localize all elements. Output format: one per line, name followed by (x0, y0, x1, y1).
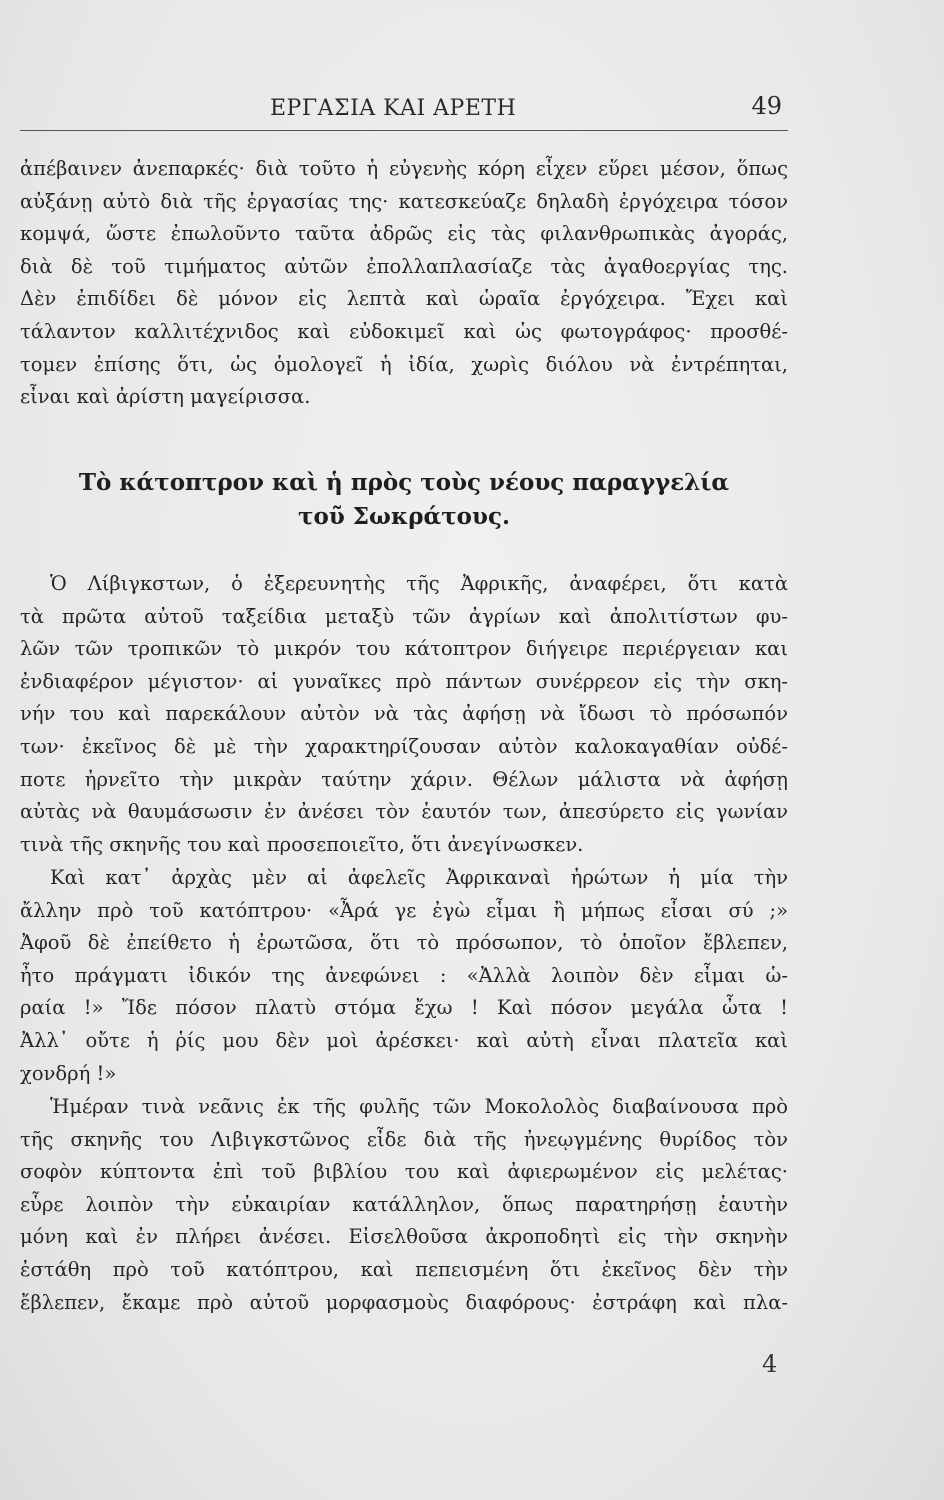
text-line: Ἀλλ᾽ οὔτε ἡ ῥίς μου δὲν μοὶ ἀρέσκει· καὶ αὐτὴ εἶναι πλατεῖα καὶ (20, 1028, 788, 1052)
page-header (20, 92, 788, 131)
text-line: Ἀφοῦ δὲ ἐπείθετο ἡ ἐρωτῶσα, ὅτι τὸ πρόσωπον, τὸ ὁποῖον ἔβλεπεν, (20, 931, 788, 955)
text-line: Δὲν ἐπιδίδει δὲ μόνον εἰς λεπτὰ καὶ ὡραῖα ἐργόχειρα. Ἔχει καὶ (20, 287, 788, 311)
text-line: τινὰ τῆς σκηνῆς του καὶ προσεποιεῖτο, ὅτι ἀνεγίνωσκεν. (20, 832, 584, 856)
text-line: ἔβλεπεν, ἔκαμε πρὸ αὐτοῦ μορφασμοὺς διαφόρους· ἐστράφη καὶ πλα- (20, 1290, 788, 1314)
text-line: Ἡμέραν τινὰ νεᾶνις ἐκ τῆς φυλῆς τῶν Μοκολολὸς διαβαίνουσα πρὸ (50, 1095, 788, 1118)
text-line: εἶναι καὶ ἀρίστη μαγείρισσα. (20, 385, 311, 409)
signature-mark: 4 (762, 1350, 778, 1378)
text-line: αὐτὰς νὰ θαυμάσωσιν ἐν ἀνέσει τὸν ἑαυτόν των, ἀπεσύρετο εἰς γωνίαν (20, 800, 788, 824)
paragraph-1 (20, 153, 788, 414)
text-line: των· ἐκεῖνος δὲ μὲ τὴν χαρακτηρίζουσαν αὐτὸν καλοκαγαθίαν οὐδέ- (20, 734, 788, 758)
text-line: ἄλλην πρὸ τοῦ κατόπτρου· «Ἆρά γε ἐγὼ εἶμαι ἢ μήπως εἶσαι σύ ;» (20, 898, 788, 922)
text-line: χονδρή !» (20, 1061, 117, 1085)
text-line: ποτε ἠρνεῖτο τὴν μικρὰν ταύτην χάριν. Θέλων μάλιστα νὰ ἀφήσῃ (20, 767, 788, 791)
text-line: τὰ πρῶτα αὐτοῦ ταξείδια μεταξὺ τῶν ἀγρίων καὶ ἀπολιτίστων φυ- (20, 604, 788, 628)
text-line: ἦτο πράγματι ἰδικόν της ἀνεφώνει : «Ἀλλὰ λοιπὸν δὲν εἶμαι ὡ- (20, 963, 788, 987)
text-line: κομψά, ὥστε ἐπωλοῦντο ταῦτα ἀδρῶς εἰς τὰς φιλανθρωπικὰς ἀγοράς, (20, 222, 788, 246)
text-line: μόνη καὶ ἐν πλήρει ἀνέσει. Εἰσελθοῦσα ἀκροποδητὶ εἰς τὴν σκηνὴν (20, 1225, 788, 1249)
paragraph-4 (20, 1091, 788, 1319)
text-line: τάλαντον καλλιτέχνιδος καὶ εὐδοκιμεῖ καὶ ὡς φωτογράφος· προσθέ- (20, 319, 788, 343)
text-line: Καὶ κατ᾽ ἀρχὰς μὲν αἱ ἀφελεῖς Ἀφρικαναὶ ἠρώτων ἡ μία τὴν (50, 866, 788, 889)
section-title-line-2: τοῦ Σωκράτους. (298, 503, 510, 530)
text-line: ἀπέβαινεν ἀνεπαρκές· διὰ τοῦτο ἡ εὐγενὴς κόρη εἶχεν εὕρει μέσον, ὅπως (20, 157, 788, 180)
running-title: ΕΡΓΑΣΙΑ ΚΑΙ ΑΡΕΤΗ (270, 96, 517, 121)
text-line: λῶν τῶν τροπικῶν τὸ μικρόν του κάτοπτρον διήγειρε περιέργειαν και (20, 637, 788, 661)
text-line: σοφὸν κύπτοντα ἐπὶ τοῦ βιβλίου του καὶ ἀφιερωμένον εἰς μελέτας· (20, 1160, 788, 1184)
text-line: νήν του καὶ παρεκάλουν αὐτὸν νὰ τὰς ἀφήσῃ νὰ ἴδωσι τὸ πρόσωπόν (20, 702, 788, 726)
section-title (20, 466, 788, 534)
text-line: τομεν ἐπίσης ὅτι, ὡς ὁμολογεῖ ἡ ἰδία, χωρὶς διόλου νὰ ἐντρέπηται, (20, 352, 788, 376)
paragraph-2 (20, 568, 788, 861)
text-line: ραία !» Ἴδε πόσον πλατὺ στόμα ἔχω ! Καὶ πόσον μεγάλα ὦτα ! (20, 996, 788, 1020)
page-number: 49 (751, 92, 782, 120)
text-line: ἐστάθη πρὸ τοῦ κατόπτρου, καὶ πεπεισμένη ὅτι ἐκεῖνος δὲν τὴν (20, 1257, 788, 1281)
text-line: αὐξάνῃ αὐτὸ διὰ τῆς ἐργασίας της· κατεσκεύαζε δηλαδὴ ἐργόχειρα τόσον (20, 189, 788, 213)
text-line: Ὁ Λίβιγκστων, ὁ ἐξερευνητὴς τῆς Ἀφρικῆς, ἀναφέρει, ὅτι κατὰ (50, 572, 788, 595)
text-line: διὰ δὲ τοῦ τιμήματος αὐτῶν ἐπολλαπλασίαζε τὰς ἀγαθοεργίας της. (20, 254, 788, 278)
text-line: ἐνδιαφέρον μέγιστον· αἱ γυναῖκες πρὸ πάντων συνέρρεον εἰς τὴν σκη- (20, 669, 788, 693)
paragraph-3 (20, 862, 788, 1090)
section-title-line-1: Τὸ κάτοπτρον καὶ ἡ πρὸς τοὺς νέους παραγγελία (78, 469, 730, 496)
text-line: τῆς σκηνῆς του Λιβιγκστῶνος εἶδε διὰ τῆς ἠνεῳγμένης θυρίδος τὸν (20, 1127, 788, 1151)
text-line: εὗρε λοιπὸν τὴν εὐκαιρίαν κατάλληλον, ὅπως παρατηρήσῃ ἑαυτὴν (20, 1192, 788, 1216)
